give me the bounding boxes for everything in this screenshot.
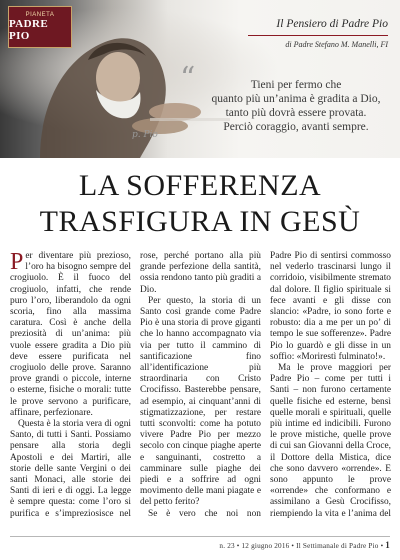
drop-cap: P [10,251,24,275]
paragraph: Padre Pio di sentirsi commosso nel vederlo trascinarsi lungo il corridoio, visibilmente stremato dal dolore. Il figlio spirituale si fece avanti e gli disse con slancio: «Padre, io sono forte e robusto: dia a me per un po’ di tempo le sue sofferenze». Padre Pio lo guardò e gli disse in un soffio: «Morirestì fulminato!». [270,251,391,362]
paragraph: Ma le prove maggiori per Padre Pio – come per tutti i Santi – non furono certamente quelle fisiche ed esterne, bensì quelle morali e spirituali, quelle più intime ed indicibili. Furono le prove mistiche, quelle prove di cui san Giovanni della Croce, il Dottore della Mistica, dice che sono davvero «orrende». E sono appunto le prove «orrende» che conformano e assimilano a Gesù Crocifisso, riempiendo la vita e l’anima del [270,363,391,519]
title-line-2: TRASFIGURA IN GESÙ [39,205,361,238]
rubric-divider [248,35,388,36]
quote-line: tanto più dovrà essere provata. [225,107,367,119]
quote-line: quanto più un’anima è gradita a Dio, [211,93,381,105]
footer-issue: n. 23 • 12 giugno 2016 • Il Settimanale di Padre Pio • [219,542,384,550]
paragraph: rose, perché portano alla più grande perfezione della santità, ossia rendono tanto più graditi a Dio. [140,251,261,295]
article-column-2 [140,251,261,519]
article-column-1 [10,251,131,519]
article-body [10,251,392,519]
quote-line: Perciò coraggio, avanti sempre. [223,121,369,133]
signature: p. Pio [132,130,158,140]
title-line-1: LA SOFFERENZA [78,169,322,202]
brand-small-text: PIANETA [25,12,55,18]
article-column-3 [270,251,391,519]
footer-divider [10,536,390,537]
paragraph-text: er diventare più prezioso, l’oro ha bisogno sempre del crogiuolo. È il fuoco del crogiuolo, infatti, che rende puro l’oro, liberandolo da ogni scoria, fino alla massima caratura. Così è anche della preziosità di un’anima: più vuole essere gradita a Dio più deve essere purificata nel crogiuolo delle prove. Saranno prove grandi o piccole, interne o esterne, fisiche o morali: tutte le prove servono a purificare, affinare, perfezionare. [10,251,131,418]
paragraph: Per questo, la storia di un Santo così grande come Padre Pio è una storia di prove giganti che lo hanno accompagnato via via per tutto il cammino di santificazione fino all’identificazione più straordinaria con Cristo Crocifisso. Basterebbe pensare, ad esempio, ai cinquant’anni di stigmatizzazione, per restare tutti sconvolti: come ha potuto vivere Padre Pio per mezzo secolo con cinque piaghe aperte e sanguinanti, costretto a camminare sulle piaghe dei piedi e a soffrire ad ogni movimento delle mani piagate e del petto ferito? [140,295,261,508]
page-number: 1 [385,540,390,550]
paragraph: Questa è la storia vera di ogni Santo, di tutti i Santi. Possiamo pensare alla storia degli Apostoli e dei Martiri, alle storie delle sante Vergini o dei santi Monaci, alle storie dei Santi di ieri e di oggi. La legge è sempre questa: come l’oro si purifica e s’impreziosisce nel [10,419,131,519]
rubric-title: Il Pensiero di Padre Pio [276,18,388,30]
brand-logo [8,6,72,48]
paragraph [10,251,131,419]
paragraph: Se è vero che noi non [148,508,261,519]
page-footer [219,540,390,550]
brand-name: PADRE PIO [9,18,49,42]
rubric-author: di Padre Stefano M. Manelli, FI [285,40,388,49]
header-photo-band [0,0,400,158]
pull-quote [196,78,396,134]
quote-line: Tieni per fermo che [250,79,342,91]
quote-mark-icon: “ [180,61,196,96]
article-title [0,168,400,240]
